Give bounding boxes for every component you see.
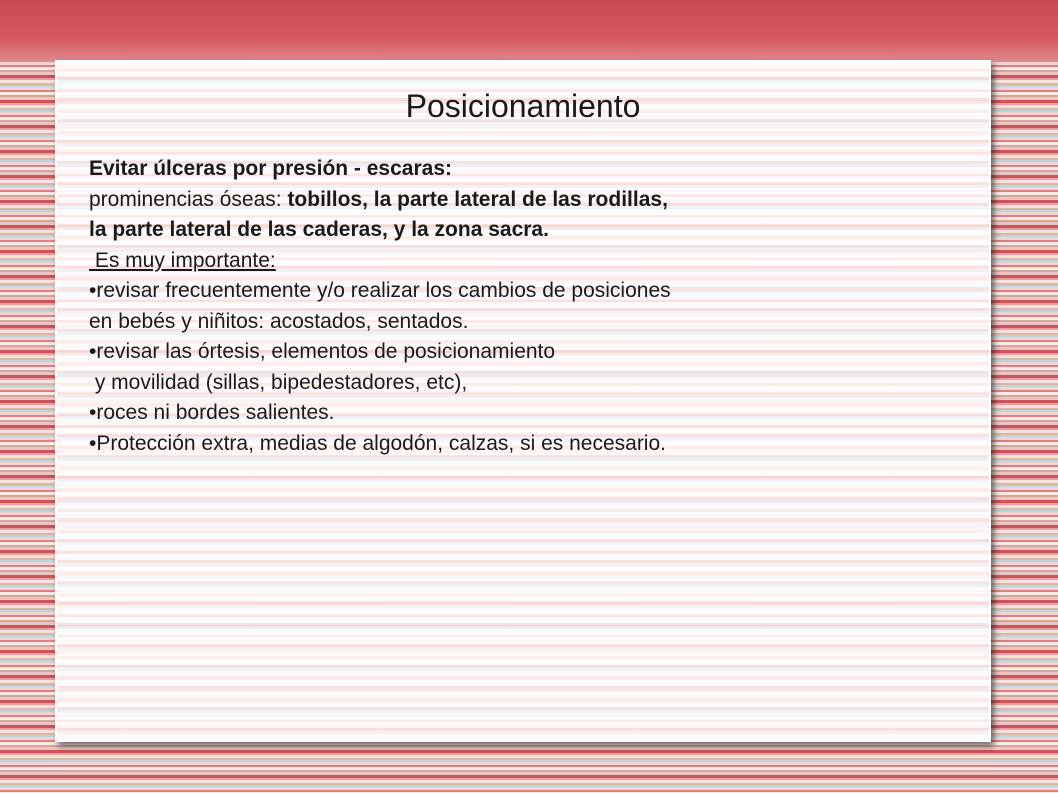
top-decorative-band xyxy=(0,0,1058,62)
list-item: •Protección extra, medias de algodón, calzas, si es necesario. xyxy=(89,431,666,455)
list-item: •revisar frecuentemente y/o realizar los cambios de posiciones xyxy=(89,279,671,302)
important-label: Es muy importante: xyxy=(89,248,276,272)
list-item: •revisar las órtesis, elementos de posicionamiento xyxy=(89,340,556,363)
list-item: en bebés y niñitos: acostados, sentados. xyxy=(89,309,469,333)
prominence-intro: prominencias óseas: xyxy=(89,187,288,211)
list-item: •roces ni bordes salientes. xyxy=(89,401,335,424)
slide-panel xyxy=(55,60,991,742)
important-line xyxy=(89,246,949,277)
prominence-bold-1: tobillos, la parte lateral de las rodillas, xyxy=(287,187,668,211)
slide-title: Posicionamiento xyxy=(405,88,641,124)
slide-heading: Evitar úlceras por presión - escaras: xyxy=(89,157,452,180)
prominence-bold-2: la parte lateral de las caderas, y la zona sacra. xyxy=(89,218,549,241)
prominence-line xyxy=(89,185,949,216)
slide-body xyxy=(89,154,949,459)
list-item: y movilidad (sillas, bipedestadores, etc), xyxy=(89,370,468,394)
